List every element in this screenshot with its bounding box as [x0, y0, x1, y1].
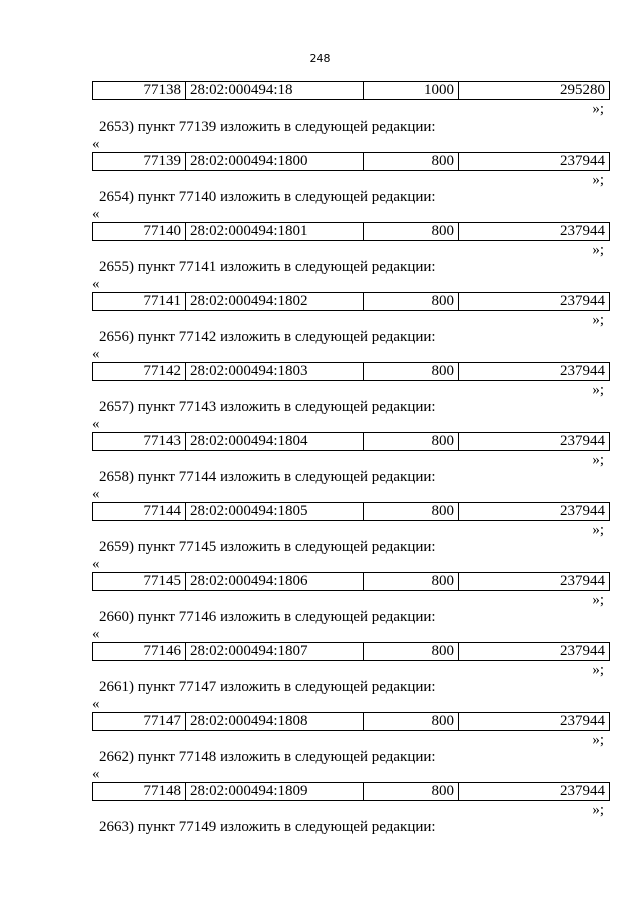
- value-cell: 237944: [459, 783, 610, 801]
- area-cell: 800: [364, 783, 459, 801]
- opening-quote: «: [92, 206, 100, 222]
- value-cell: 237944: [459, 153, 610, 171]
- amendment-entry: [92, 328, 610, 398]
- area-cell: 800: [364, 223, 459, 241]
- cadastral-number-cell: 28:02:000494:1806: [186, 573, 364, 591]
- area-cell: 800: [364, 293, 459, 311]
- closing-quote: »;: [592, 382, 604, 398]
- closing-quote: »;: [592, 592, 604, 608]
- area-cell: 800: [364, 573, 459, 591]
- closing-quote: »;: [592, 101, 604, 117]
- instruction-text: 2661) пункт 77147 изложить в следующей редакции:: [99, 679, 436, 695]
- cadastral-number-cell: 28:02:000494:18: [186, 82, 364, 100]
- opening-quote: «: [92, 416, 100, 432]
- opening-quote: «: [92, 556, 100, 572]
- instruction-text: 2660) пункт 77146 изложить в следующей редакции:: [99, 609, 436, 625]
- opening-quote: «: [92, 766, 100, 782]
- instruction-text: 2658) пункт 77144 изложить в следующей редакции:: [99, 469, 436, 485]
- opening-quote: «: [92, 136, 100, 152]
- cadastral-number-cell: 28:02:000494:1801: [186, 223, 364, 241]
- closing-quote: »;: [592, 452, 604, 468]
- instruction-text: 2656) пункт 77142 изложить в следующей редакции:: [99, 329, 436, 345]
- value-cell: 237944: [459, 643, 610, 661]
- item-number-cell: 77140: [93, 223, 186, 241]
- closing-quote: »;: [592, 172, 604, 188]
- table-row: [92, 502, 610, 521]
- table-row: [92, 81, 610, 100]
- item-number-cell: 77144: [93, 503, 186, 521]
- table-row: [92, 642, 610, 661]
- table-row: [92, 222, 610, 241]
- amendment-entry: [92, 468, 610, 538]
- cadastral-number-cell: 28:02:000494:1805: [186, 503, 364, 521]
- value-cell: 237944: [459, 223, 610, 241]
- item-number-cell: 77142: [93, 363, 186, 381]
- table-row: [92, 362, 610, 381]
- amendment-entry: [92, 188, 610, 258]
- table-row: [92, 572, 610, 591]
- closing-quote: »;: [592, 312, 604, 328]
- cadastral-number-cell: 28:02:000494:1803: [186, 363, 364, 381]
- closing-quote: »;: [592, 662, 604, 678]
- table-row: [92, 782, 610, 801]
- opening-quote: «: [92, 626, 100, 642]
- closing-quote: »;: [592, 242, 604, 258]
- value-cell: 237944: [459, 433, 610, 451]
- item-number-cell: 77147: [93, 713, 186, 731]
- instruction-text: 2655) пункт 77141 изложить в следующей редакции:: [99, 259, 436, 275]
- cadastral-number-cell: 28:02:000494:1802: [186, 293, 364, 311]
- amendment-entry: [92, 538, 610, 608]
- area-cell: 800: [364, 713, 459, 731]
- final-instruction: 2663) пункт 77149 изложить в следующей редакции:: [99, 819, 436, 835]
- item-number-cell: 77145: [93, 573, 186, 591]
- document-body: [92, 81, 610, 836]
- item-number-cell: 77139: [93, 153, 186, 171]
- instruction-text: 2657) пункт 77143 изложить в следующей редакции:: [99, 399, 436, 415]
- item-number-cell: 77146: [93, 643, 186, 661]
- closing-quote: »;: [592, 522, 604, 538]
- cadastral-number-cell: 28:02:000494:1809: [186, 783, 364, 801]
- area-cell: 800: [364, 363, 459, 381]
- amendment-entry: [92, 398, 610, 468]
- amendment-entry: [92, 608, 610, 678]
- item-number-cell: 77148: [93, 783, 186, 801]
- instruction-text: 2662) пункт 77148 изложить в следующей редакции:: [99, 749, 436, 765]
- value-cell: 237944: [459, 713, 610, 731]
- closing-quote: »;: [592, 732, 604, 748]
- opening-quote: «: [92, 276, 100, 292]
- value-cell: 237944: [459, 363, 610, 381]
- item-number-cell: 77141: [93, 293, 186, 311]
- table-row: [92, 152, 610, 171]
- value-cell: 237944: [459, 573, 610, 591]
- amendment-entry: [92, 118, 610, 188]
- cadastral-number-cell: 28:02:000494:1807: [186, 643, 364, 661]
- opening-quote: «: [92, 486, 100, 502]
- closing-quote: »;: [592, 802, 604, 818]
- cadastral-number-cell: 28:02:000494:1804: [186, 433, 364, 451]
- amendment-entry: [92, 748, 610, 818]
- cadastral-number-cell: 28:02:000494:1800: [186, 153, 364, 171]
- instruction-text: 2654) пункт 77140 изложить в следующей редакции:: [99, 189, 436, 205]
- instruction-text: 2653) пункт 77139 изложить в следующей редакции:: [99, 119, 436, 135]
- area-cell: 800: [364, 643, 459, 661]
- area-cell: 1000: [364, 82, 459, 100]
- opening-quote: «: [92, 696, 100, 712]
- opening-quote: «: [92, 346, 100, 362]
- entries-list: [92, 118, 610, 818]
- page-number: 248: [309, 52, 331, 65]
- area-cell: 800: [364, 433, 459, 451]
- amendment-entry: [92, 258, 610, 328]
- instruction-text: 2659) пункт 77145 изложить в следующей редакции:: [99, 539, 436, 555]
- value-cell: 237944: [459, 503, 610, 521]
- item-number-cell: 77143: [93, 433, 186, 451]
- table-row: [92, 292, 610, 311]
- area-cell: 800: [364, 503, 459, 521]
- table-row: [92, 712, 610, 731]
- area-cell: 800: [364, 153, 459, 171]
- value-cell: 295280: [459, 82, 610, 100]
- item-number-cell: 77138: [93, 82, 186, 100]
- table-row: [92, 432, 610, 451]
- cadastral-number-cell: 28:02:000494:1808: [186, 713, 364, 731]
- amendment-entry: [92, 678, 610, 748]
- value-cell: 237944: [459, 293, 610, 311]
